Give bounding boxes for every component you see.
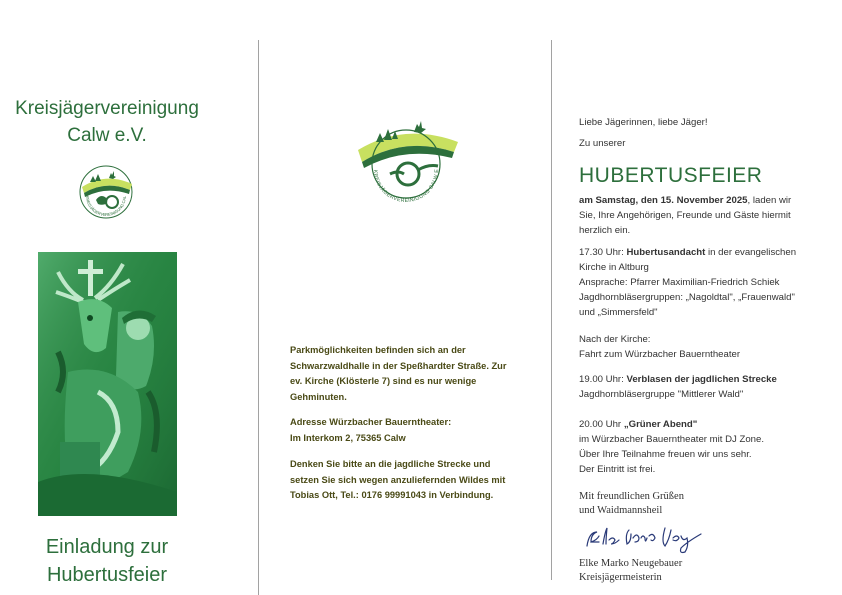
greeting: Liebe Jägerinnen, liebe Jäger! bbox=[579, 117, 708, 128]
program-line: Über Ihre Teilnahme freuen wir uns sehr. bbox=[579, 449, 752, 460]
program-item-strecke bbox=[579, 372, 777, 402]
parking-line: Parkmöglichkeiten befinden sich an der bbox=[290, 345, 466, 355]
info-panel bbox=[258, 0, 550, 595]
cover-panel bbox=[0, 0, 258, 595]
invitation-text-part: , laden wir bbox=[747, 195, 792, 206]
program-item-hubertusandacht bbox=[579, 245, 796, 320]
invitation-line2: Hubertusfeier bbox=[46, 564, 168, 586]
program-time: 19.00 Uhr: bbox=[579, 374, 627, 385]
event-headline: HUBERTUSFEIER bbox=[579, 164, 763, 187]
closing bbox=[579, 490, 684, 518]
invitation-letter-panel bbox=[551, 0, 842, 595]
saint-hubertus-relief-image bbox=[38, 252, 177, 516]
signer-title: Kreisjägermeisterin bbox=[579, 572, 662, 583]
program-line: im Würzbacher Bauerntheater mit DJ Zone. bbox=[579, 434, 765, 445]
closing-line: Mit freundlichen Grüßen bbox=[579, 491, 684, 502]
program-line: Ansprache: Pfarrer Maximilian-Friedrich Schiek bbox=[579, 277, 780, 288]
program-line: Jagdhornbläsergruppen: „Nagoldtal", „Frauenwald" bbox=[579, 292, 795, 303]
program-text: in der evangelischen bbox=[705, 247, 797, 258]
program-title: Verblasen der jagdlichen Strecke bbox=[626, 374, 777, 385]
org-name-line1: Kreisjägervereinigung bbox=[15, 98, 199, 119]
logo-small-text: KREISJÄGERVEREINIGUNG CAL bbox=[84, 195, 128, 218]
intro-text: Zu unserer bbox=[579, 138, 626, 149]
program-line: und „Simmersfeld" bbox=[579, 307, 658, 318]
signer-name: Elke Marko Neugebauer bbox=[579, 558, 683, 569]
address-info bbox=[290, 415, 530, 446]
closing-line: und Waidmannsheil bbox=[579, 505, 663, 516]
program-title: „Grüner Abend" bbox=[623, 419, 698, 430]
contact-line: Tobias Ott, Tel.: 0176 99991043 in Verbindung. bbox=[290, 490, 494, 500]
program-line: Nach der Kirche: bbox=[579, 334, 651, 345]
contact-line: setzen Sie sich wegen anzuliefernden Wildes mit bbox=[290, 474, 506, 485]
invitation-text bbox=[579, 193, 791, 238]
logo-large-text: KREISJÄGERVEREINIGUNG CALW E bbox=[371, 168, 441, 202]
program-line: Fahrt zum Würzbacher Bauerntheater bbox=[579, 349, 741, 360]
program-time: 20.00 Uhr bbox=[579, 419, 624, 430]
invitation-text-line: Sie, Ihre Angehörigen, Freunde und Gäste hiermit bbox=[579, 210, 791, 221]
program-line: Jagdhornbläsergruppe "Mittlerer Wald" bbox=[579, 389, 744, 400]
org-name-line2: Calw e.V. bbox=[67, 125, 147, 146]
signer-block bbox=[579, 557, 682, 585]
program-line: Der Eintritt ist frei. bbox=[579, 464, 656, 475]
association-logo-large bbox=[350, 112, 462, 202]
handwritten-signature bbox=[583, 522, 709, 558]
parking-line: ev. Kirche (Klösterle 7) sind es nur wenige bbox=[290, 376, 477, 386]
address-line: Adresse Würzbacher Bauerntheater: bbox=[290, 417, 452, 427]
program-title: Hubertusandacht bbox=[626, 247, 706, 258]
parking-line: Gehminuten. bbox=[290, 391, 347, 402]
contact-line: Denken Sie bitte an die jagdliche Strecke und bbox=[290, 459, 491, 469]
event-date: am Samstag, den 15. November 2025 bbox=[579, 195, 748, 206]
invitation-title bbox=[0, 533, 214, 589]
association-logo-small bbox=[76, 160, 136, 220]
program-item-transfer bbox=[579, 332, 740, 362]
program-item-gruener-abend bbox=[579, 417, 764, 477]
invitation-text-line: herzlich ein. bbox=[579, 225, 631, 236]
parking-line: Schwarzwaldhalle in der Speßhardter Straße. Zur bbox=[290, 360, 507, 371]
program-line: Kirche in Altburg bbox=[579, 262, 649, 273]
organisation-name bbox=[0, 95, 214, 149]
parking-info bbox=[290, 343, 530, 405]
game-delivery-info bbox=[290, 457, 530, 504]
invitation-line1: Einladung zur bbox=[45, 536, 169, 558]
program-time: 17.30 Uhr: bbox=[579, 247, 627, 258]
address-line: Im Interkom 2, 75365 Calw bbox=[290, 432, 406, 443]
